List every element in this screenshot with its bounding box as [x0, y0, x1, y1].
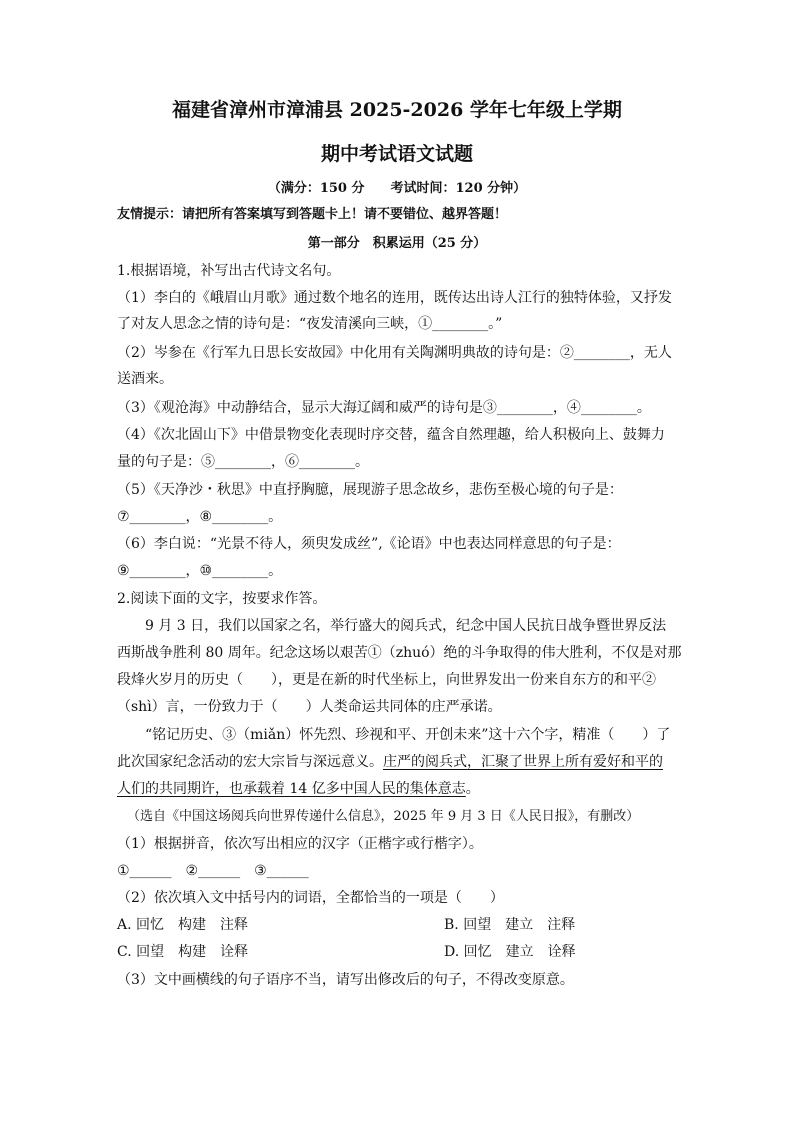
- exam-title-line2: 期中考试语文试题: [320, 143, 473, 165]
- q2-passage-line7-end: 。: [465, 781, 480, 797]
- q1-part4-line1: （4）《次北固山下》中借景物变化表现时序交替，蕴含自然理趣，给人积极向上、鼓舞力: [117, 427, 665, 443]
- q2-passage-line5: “铭记历史、③（miǎn）怀先烈、珍视和平、开创未来”这十六个字，精准（ ）了: [145, 727, 671, 743]
- q1-part1-line1: （1）李白的《峨眉山月歌》通过数个地名的连用，既传达出诗人江行的独特体验，又抒发: [117, 290, 672, 306]
- q1-part6-line1: （6）李白说：“光景不待人，须臾发成丝”,《论语》中也表达同样意思的句子是：: [117, 536, 621, 552]
- q1-stem: 1.根据语境，补写出古代诗文名句。: [117, 263, 341, 279]
- q2-sub1: （1）根据拼音，依次写出相应的汉字（正楷字或行楷字）。: [117, 836, 483, 852]
- q2-passage-line3: 段烽火岁月的历史（ ），更是在新的时代坐标上，向世界发出一份来自东方的和平②: [117, 672, 656, 688]
- exam-tip: 友情提示：请把所有答案填写到答题卡上！请不要错位、越界答题！: [117, 207, 508, 222]
- q2-sub1-blanks: ①______ ②______ ③______: [117, 863, 309, 879]
- q1-part1-line2: 了对友人思念之情的诗句是：“夜发清溪向三峡，①________。”: [117, 316, 503, 332]
- option-a: A. 回忆 构建 注释: [117, 917, 249, 933]
- exam-meta: （满分：150 分 考试时间：120 分钟）: [267, 181, 527, 196]
- exam-title-line1: 福建省漳州市漳浦县 2025-2026 学年七年级上学期: [172, 99, 622, 121]
- underlined-sentence-part1: 庄严的阅兵式，汇聚了世界上所有爱好和平的: [383, 754, 663, 770]
- option-c: C. 回望 构建 诠释: [117, 944, 249, 960]
- q2-passage-line6: [117, 753, 663, 771]
- q1-part5-line2: ⑦________，⑧________。: [117, 509, 283, 525]
- q2-sub3: （3）文中画横线的句子语序不当，请写出修改后的句子，不得改变原意。: [117, 972, 574, 988]
- q2-passage-line1: 9 月 3 日，我们以国家之名，举行盛大的阅兵式，纪念中国人民抗日战争暨世界反法: [145, 618, 667, 634]
- q1-part5-line1: （5）《天净沙・秋思》中直抒胸臆，展现游子思念故乡，悲伤至极心境的句子是：: [117, 482, 623, 498]
- q2-stem: 2.阅读下面的文字，按要求作答。: [117, 591, 327, 607]
- q1-part4-line2: 量的句子是：⑤________，⑥________。: [117, 454, 369, 470]
- q1-part3: （3）《观沧海》中动静结合，显示大海辽阔和威严的诗句是③________，④________。: [117, 400, 651, 416]
- underlined-sentence-part2: 人们的共同期许，也承载着 14 亿多中国人民的集体意志: [117, 781, 466, 797]
- q2-passage-line4: （shì）言，一份致力于（ ）人类命运共同体的庄严承诺。: [117, 699, 502, 715]
- section1-heading: 第一部分 积累运用（25 分）: [307, 236, 487, 251]
- q2-source: （选自《中国这场阅兵向世界传递什么信息》，2025 年 9 月 3 日《人民日报》，有删改）: [127, 809, 640, 824]
- q2-sub2: （2）依次填入文中括号内的词语，全都恰当的一项是（ ）: [117, 890, 504, 906]
- q2-passage-line2: 西斯战争胜利 80 周年。纪念这场以艰苦①（zhuó）绝的斗争取得的伟大胜利，不仅是对那: [117, 645, 682, 661]
- option-d: D. 回忆 建立 诠释: [444, 944, 576, 960]
- q1-part2-line2: 送酒来。: [117, 371, 173, 387]
- q1-part2-line1: （2）岑参在《行军九日思长安故园》中化用有关陶渊明典故的诗句是：②________，无人: [117, 345, 672, 361]
- q1-part6-line2: ⑨________，⑩________。: [117, 563, 283, 579]
- q2-passage-line6-plain: 此次国家纪念活动的宏大宗旨与深远意义。: [117, 754, 383, 770]
- option-b: B. 回望 建立 注释: [444, 917, 576, 933]
- q2-passage-line7: [117, 780, 480, 798]
